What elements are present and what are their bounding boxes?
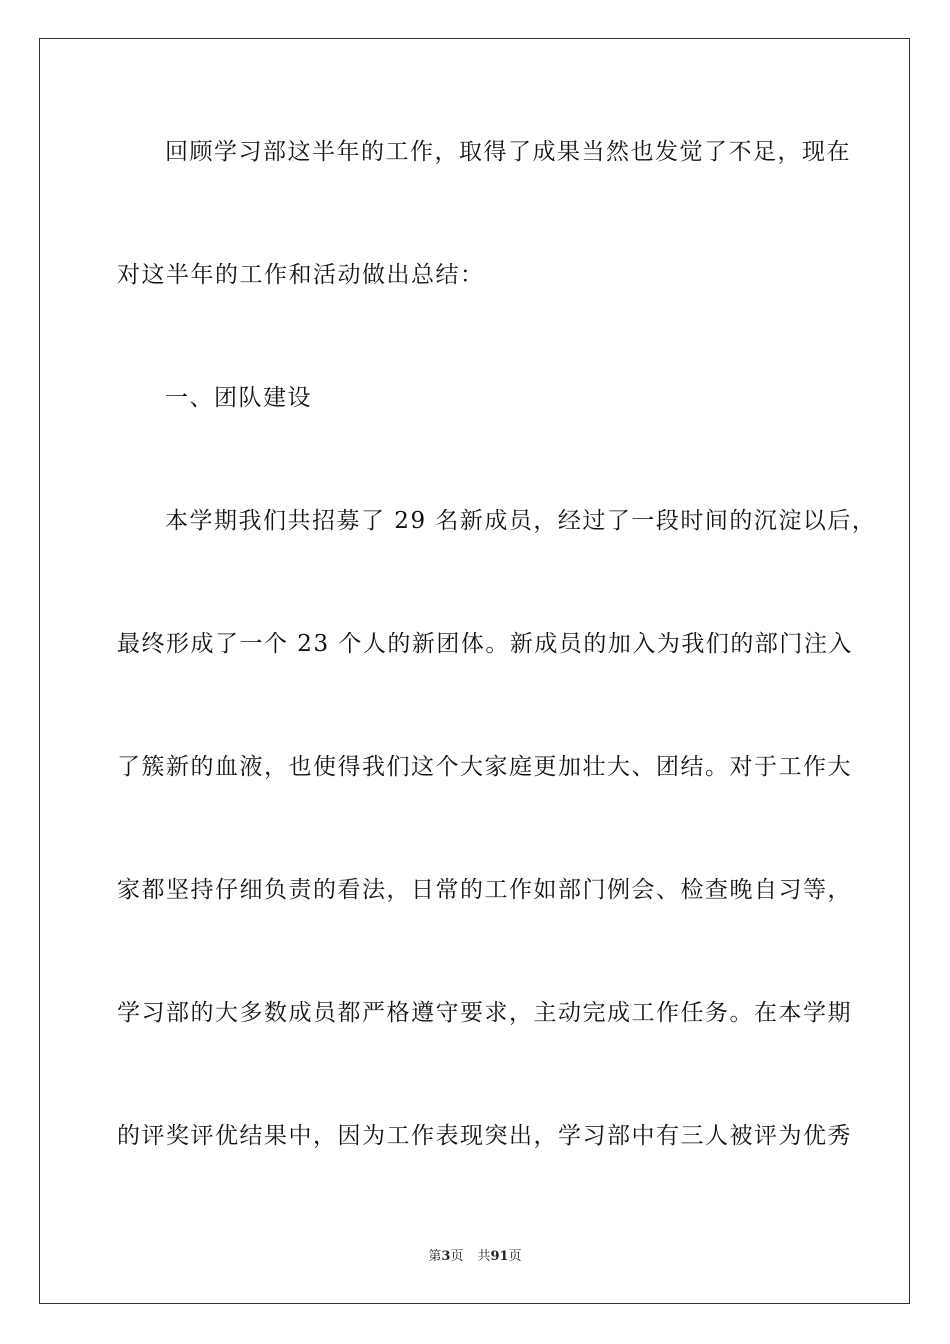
paragraph-line-1: 回顾学习部这半年的工作，取得了成果当然也发觉了不足，现在 — [165, 139, 851, 165]
footer-total-prefix: 共 — [477, 1249, 491, 1264]
paragraph-line-7: 学习部的大多数成员都严格遵守要求，主动完成工作任务。在本学期 — [117, 1000, 852, 1026]
paragraph-line-6: 家都坚持仔细负责的看法，日常的工作如部门例会、检查晚自习等， — [117, 877, 852, 903]
paragraph-line-3: 本学期我们共招募了 29 名新成员，经过了一段时间的沉淀以后， — [165, 508, 877, 534]
footer-page-current: 3 — [441, 1249, 451, 1264]
footer-page-total: 91 — [490, 1249, 509, 1264]
footer-page-suffix: 页 — [450, 1249, 464, 1264]
paragraph-line-5: 了簇新的血液，也使得我们这个大家庭更加壮大、团结。对于工作大 — [117, 754, 852, 780]
paragraph-line-8: 的评奖评优结果中，因为工作表现突出，学习部中有三人被评为优秀 — [117, 1123, 852, 1149]
paragraph-line-2: 对这半年的工作和活动做出总结： — [117, 262, 485, 288]
section-heading: 一、团队建设 — [165, 385, 312, 411]
page-border — [39, 38, 910, 1304]
footer-total-suffix: 页 — [508, 1249, 522, 1264]
footer-page-prefix: 第 — [428, 1249, 442, 1264]
paragraph-line-4: 最终形成了一个 23 个人的新团体。新成员的加入为我们的部门注入 — [117, 631, 853, 657]
page-footer — [0, 1248, 950, 1266]
